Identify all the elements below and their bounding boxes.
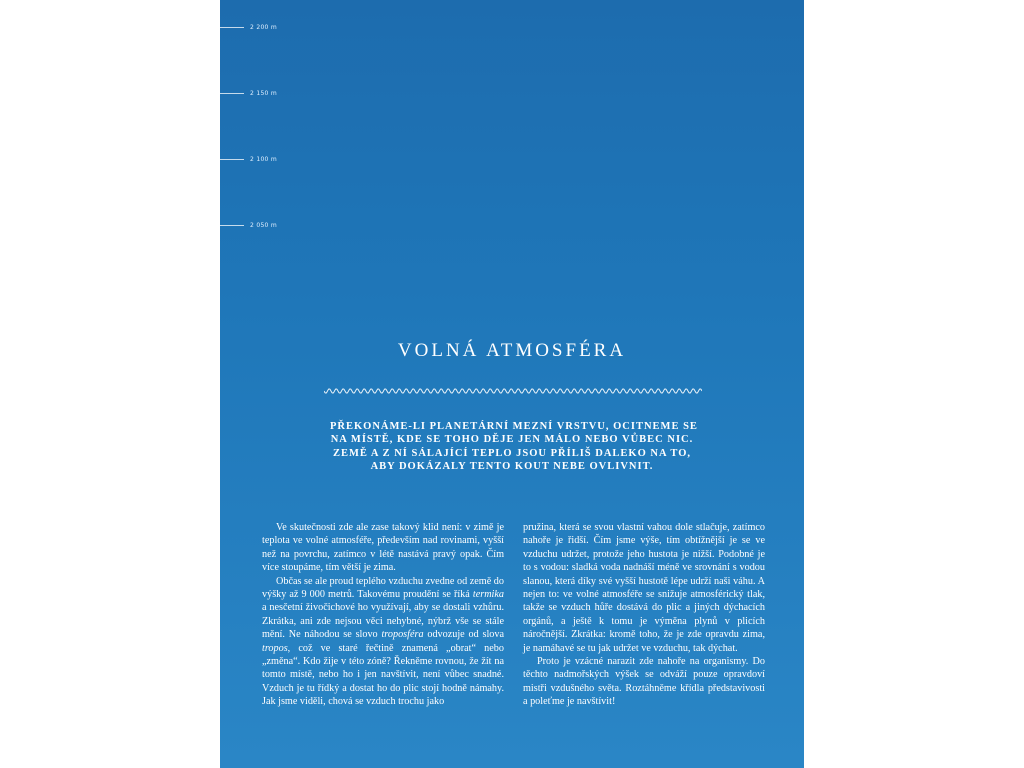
wave-divider <box>324 384 702 398</box>
text-run: odvozuje od slova <box>423 629 504 641</box>
altitude-tick-label: 2 100 m <box>250 155 278 163</box>
altitude-tick <box>220 154 277 164</box>
altitude-tick-label: 2 200 m <box>250 23 278 31</box>
tick-line <box>220 159 244 160</box>
text-run: , což ve staré řečtině znamená „obrat“ nebo „změna“. Kdo žije v této zóně? Řekněme rovnou, že žít na tomto místě, nebo ho i jen navštívit, není vůbec snadné. Vzduch je tu řídký a dostat ho do plic stojí hodně námahy. Jak jsme viděli, chová se vzduch trochu jako <box>262 642 504 708</box>
lead-paragraph <box>330 420 698 473</box>
body-column-right <box>523 521 765 709</box>
book-page <box>220 0 804 768</box>
lead-line: ZEMĚ A Z NÍ SÁLAJÍCÍ TEPLO JSOU PŘÍLIŠ DALEKO NA TO, <box>332 447 692 459</box>
text-run: Občas se ale proud teplého vzduchu zvedne od země do výšky až 9 000 metrů. Takovému proudění se říká <box>262 575 504 601</box>
tick-line <box>220 225 244 226</box>
altitude-tick <box>220 88 277 98</box>
text-run: a nesčetní živočichové ho využívají, aby se dostali vzhůru. Zkrátka, ani zde nejsou věci nehybné, nýbrž vše se stále mění. Ne náhodou se slovo <box>262 602 504 641</box>
page-title: VOLNÁ ATMOSFÉRA <box>397 340 627 361</box>
emphasis-term: troposféra <box>381 629 424 641</box>
emphasis-term: termika <box>472 589 504 601</box>
tick-line <box>220 93 244 94</box>
altitude-tick-label: 2 050 m <box>250 221 278 229</box>
lead-line: ABY DOKÁZALY TENTO KOUT NEBE OVLIVNIT. <box>370 460 654 472</box>
lead-line: PŘEKONÁME-LI PLANETÁRNÍ MEZNÍ VRSTVU, OCITNEME SE <box>330 421 698 432</box>
body-paragraph: pružina, která se svou vlastní vahou dole stlačuje, zatímco nahoře je řidší. Čím jsme výše, tím obtížnější je se ve vzduchu udržet, protože jeho hustota je nižší. Podobné je to s vodou: sladká voda nadnáší méně ve srovnání s vodou slanou, která díky své vyšší hustotě lépe udrží naši váhu. A nejen to: ve volné atmosféře se snižuje atmosférický tlak, takže se vzduch hůře dostává do plic a jiných dýchacích orgánů, a ještě k tomu je výměna plynů v plicích náročnější. Zkrátka: kromě toho, že je zde opravdu zima, je namáhavé se tu jak udržet ve vzduchu, tak dýchat. <box>523 522 765 654</box>
lead-line: NA MÍSTĚ, KDE SE TOHO DĚJE JEN MÁLO NEBO VŮBEC NIC. <box>330 434 694 446</box>
body-paragraph: Ve skutečnosti zde ale zase takový klid není: v zimě je teplota ve volné atmosféře, především nad rovinami, vyšší než na povrchu, zatímco v létě nastává pravý opak. Čím více stoupáme, tím větší je zima. <box>262 522 504 574</box>
body-paragraph: Proto je vzácné narazit zde nahoře na organismy. Do těchto nadmořských výšek se odváží pouze opravdoví mistři vzdušného světa. Roztáhněme křídla představivosti a poleťme je navštívit! <box>523 656 765 708</box>
altitude-tick-label: 2 150 m <box>250 89 278 97</box>
body-paragraph <box>262 575 504 709</box>
body-column-left <box>262 521 504 709</box>
altitude-tick <box>220 22 277 32</box>
altitude-tick <box>220 220 277 230</box>
emphasis-term: tropos <box>262 642 288 654</box>
altitude-ruler <box>220 0 340 260</box>
tick-line <box>220 27 244 28</box>
